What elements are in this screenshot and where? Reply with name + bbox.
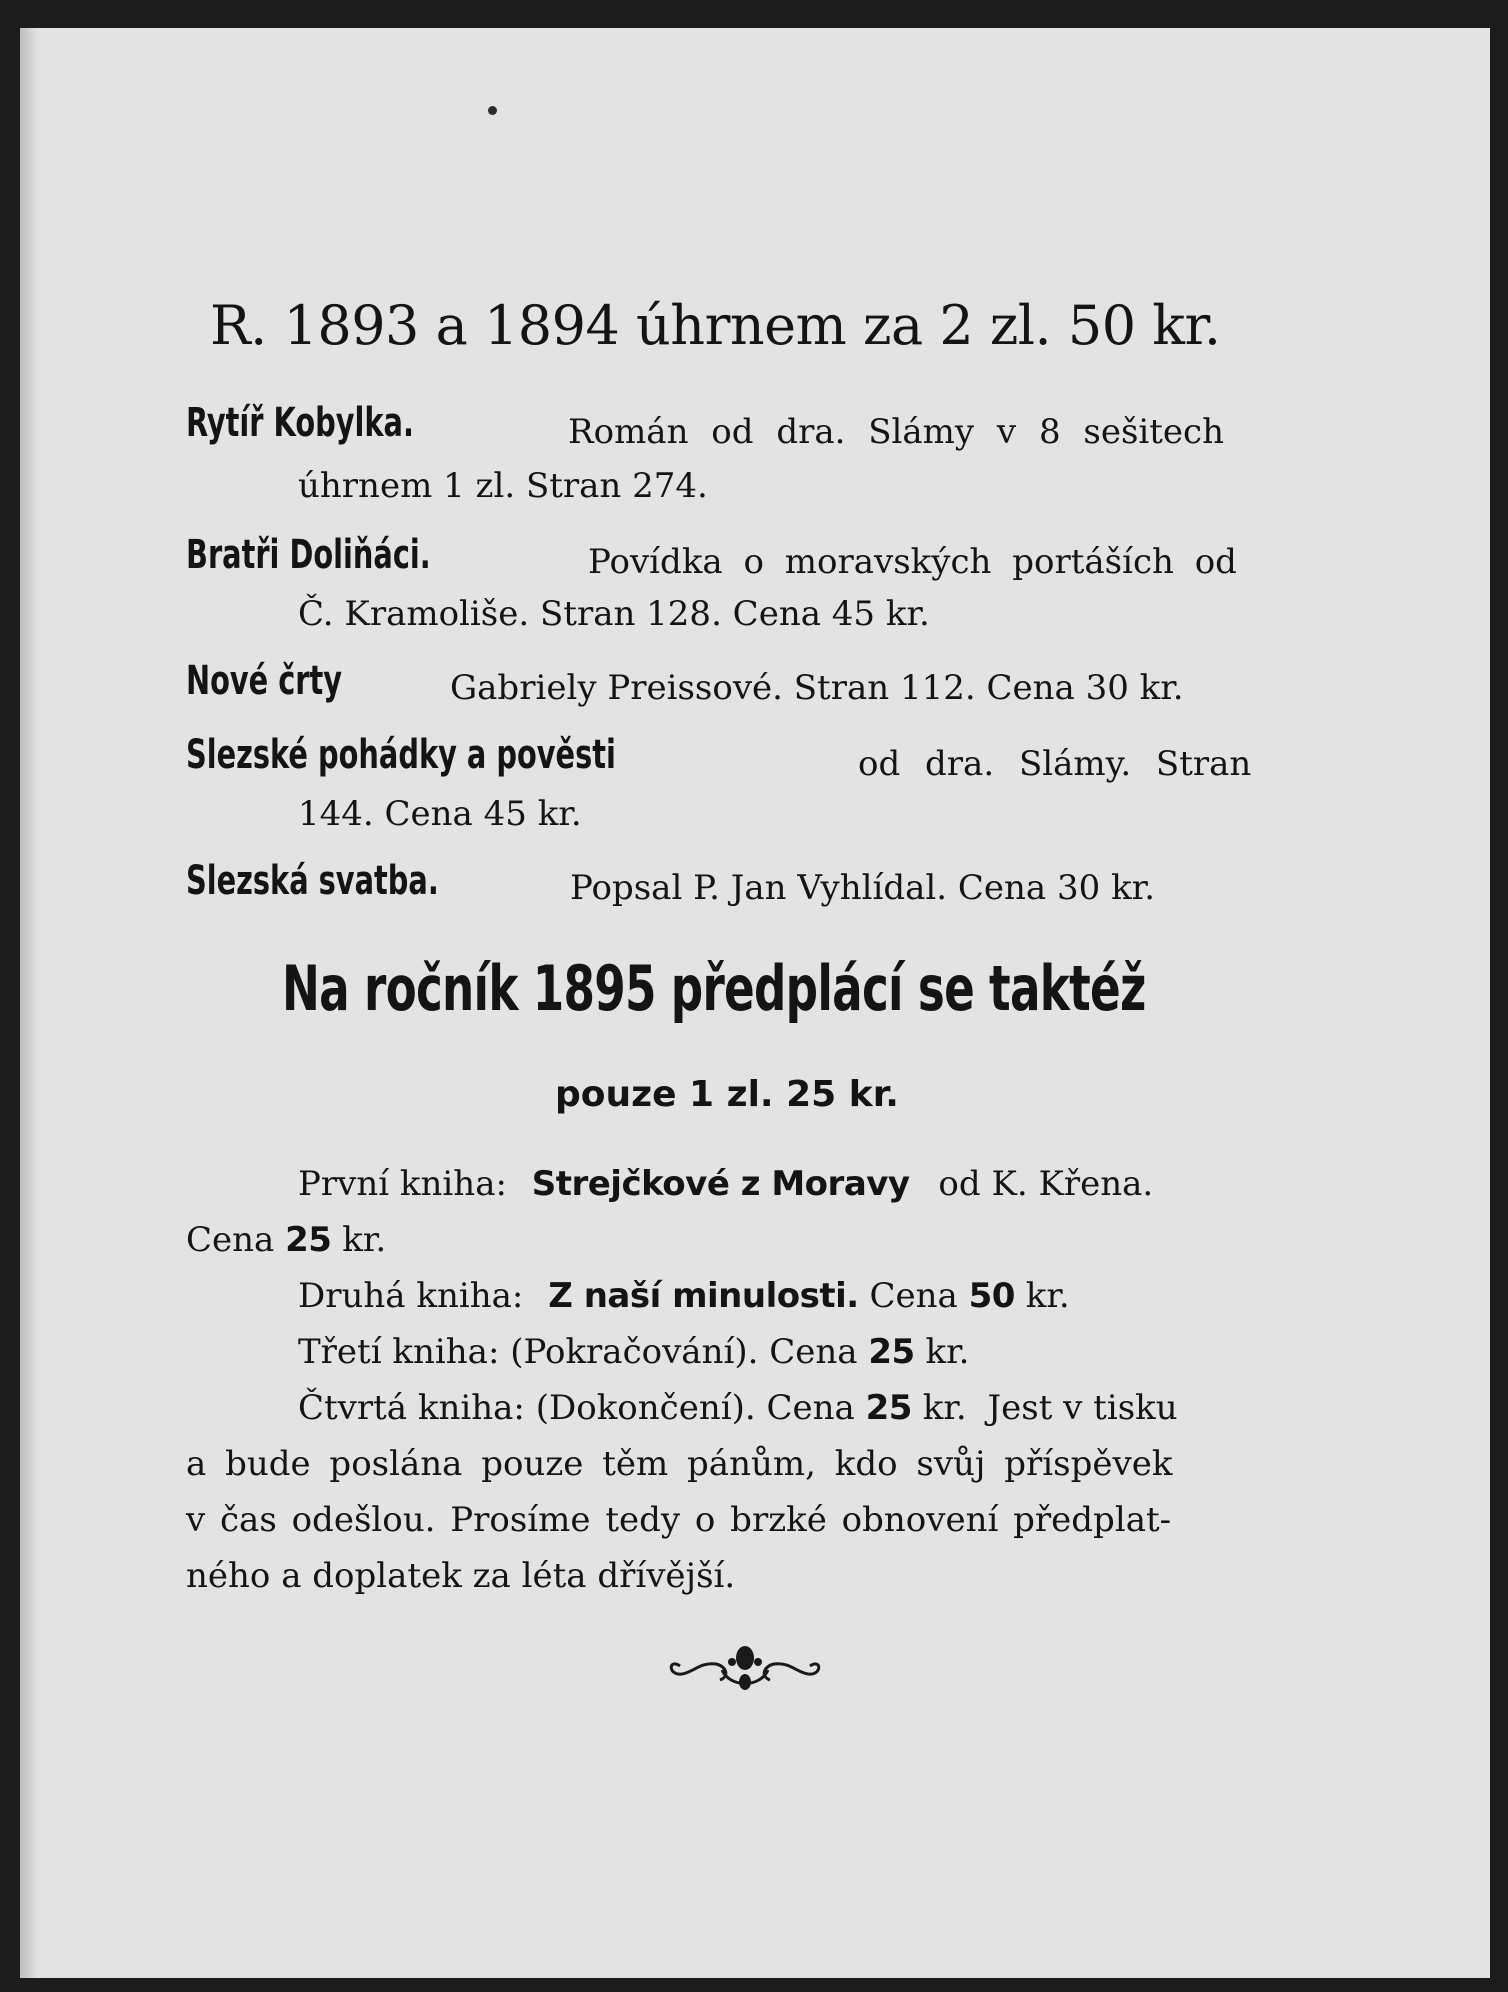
book-description-cont: 144. Cena 45 kr. <box>298 794 582 834</box>
volume-label: Druhá kniha: <box>298 1276 524 1316</box>
book-description: Popsal P. Jan Vyhlídal. Cena 30 kr. <box>570 868 1156 908</box>
price-unit: kr. <box>342 1220 387 1260</box>
book-title: Slezské pohádky a pověsti <box>186 732 616 778</box>
book-title: Bratři Doliňáci. <box>186 532 431 578</box>
book-title: Nové črty <box>186 658 343 704</box>
subscription-price: pouze 1 zl. 25 kr. <box>555 1074 899 1115</box>
volume-fourth <box>298 1388 1178 1428</box>
book-description: od dra. Slámy. Stran <box>858 744 1252 784</box>
page-edge-shadow <box>20 28 38 1978</box>
volume-title: Strejčkové z Moravy <box>531 1164 910 1204</box>
volume-first-price <box>186 1220 386 1260</box>
book-title: Slezská svatba. <box>186 858 439 904</box>
volume-label: Třetí kniha: <box>298 1332 500 1372</box>
price-value: 25 <box>865 1388 912 1428</box>
book-description-cont: Č. Kramoliše. Stran 128. Cena 45 kr. <box>298 594 930 634</box>
book-entry-5 <box>186 858 537 904</box>
book-entry-4 <box>186 732 783 778</box>
book-description: Povídka o moravských portáších od <box>588 542 1237 582</box>
price-unit: kr. <box>1025 1276 1070 1316</box>
price-value: 25 <box>868 1332 915 1372</box>
price-label: Cena <box>869 1276 958 1316</box>
body-line: ného a doplatek za léta dřívější. <box>186 1556 736 1596</box>
volume-title: Z naší minulosti. <box>548 1276 859 1316</box>
price-value: 25 <box>285 1220 332 1260</box>
book-description-cont: úhrnem 1 zl. Stran 274. <box>298 466 708 506</box>
volume-note: (Pokračování). Cena <box>510 1332 858 1372</box>
price-unit: kr. <box>922 1388 967 1428</box>
book-title: Rytíř Kobylka. <box>186 400 414 446</box>
volume-first <box>298 1164 1153 1204</box>
book-description: Román od dra. Slámy v 8 sešitech <box>568 412 1224 452</box>
price-value: 50 <box>968 1276 1015 1316</box>
page-title: R. 1893 a 1894 úhrnem za 2 zl. 50 kr. <box>210 294 1221 357</box>
body-line: v čas odešlou. Prosíme tedy o brzké obnovení předplat- <box>186 1500 1172 1540</box>
volume-note-tail: Jest v tisku <box>987 1388 1178 1428</box>
ink-speck <box>488 106 497 115</box>
volume-note: (Dokončení). Cena <box>535 1388 855 1428</box>
price-unit: kr. <box>925 1332 970 1372</box>
volume-author: od K. Křena. <box>938 1164 1154 1204</box>
book-entry-2 <box>186 532 526 578</box>
body-line: a bude poslána pouze těm pánům, kdo svůj příspěvek <box>186 1444 1173 1484</box>
volume-label: První kniha: <box>298 1164 507 1204</box>
price-label: Cena <box>186 1220 275 1260</box>
book-entry-1 <box>186 400 503 446</box>
volume-second <box>298 1276 1070 1316</box>
subscription-headline: Na ročník 1895 předplácí se taktéž <box>282 952 1146 1025</box>
book-page <box>20 28 1490 1978</box>
volume-third <box>298 1332 969 1372</box>
book-entry-3 <box>186 658 403 704</box>
volume-label: Čtvrtá kniha: <box>298 1388 525 1428</box>
floral-ornament-icon <box>660 1640 830 1704</box>
book-description: Gabriely Preissové. Stran 112. Cena 30 kr. <box>450 668 1184 708</box>
